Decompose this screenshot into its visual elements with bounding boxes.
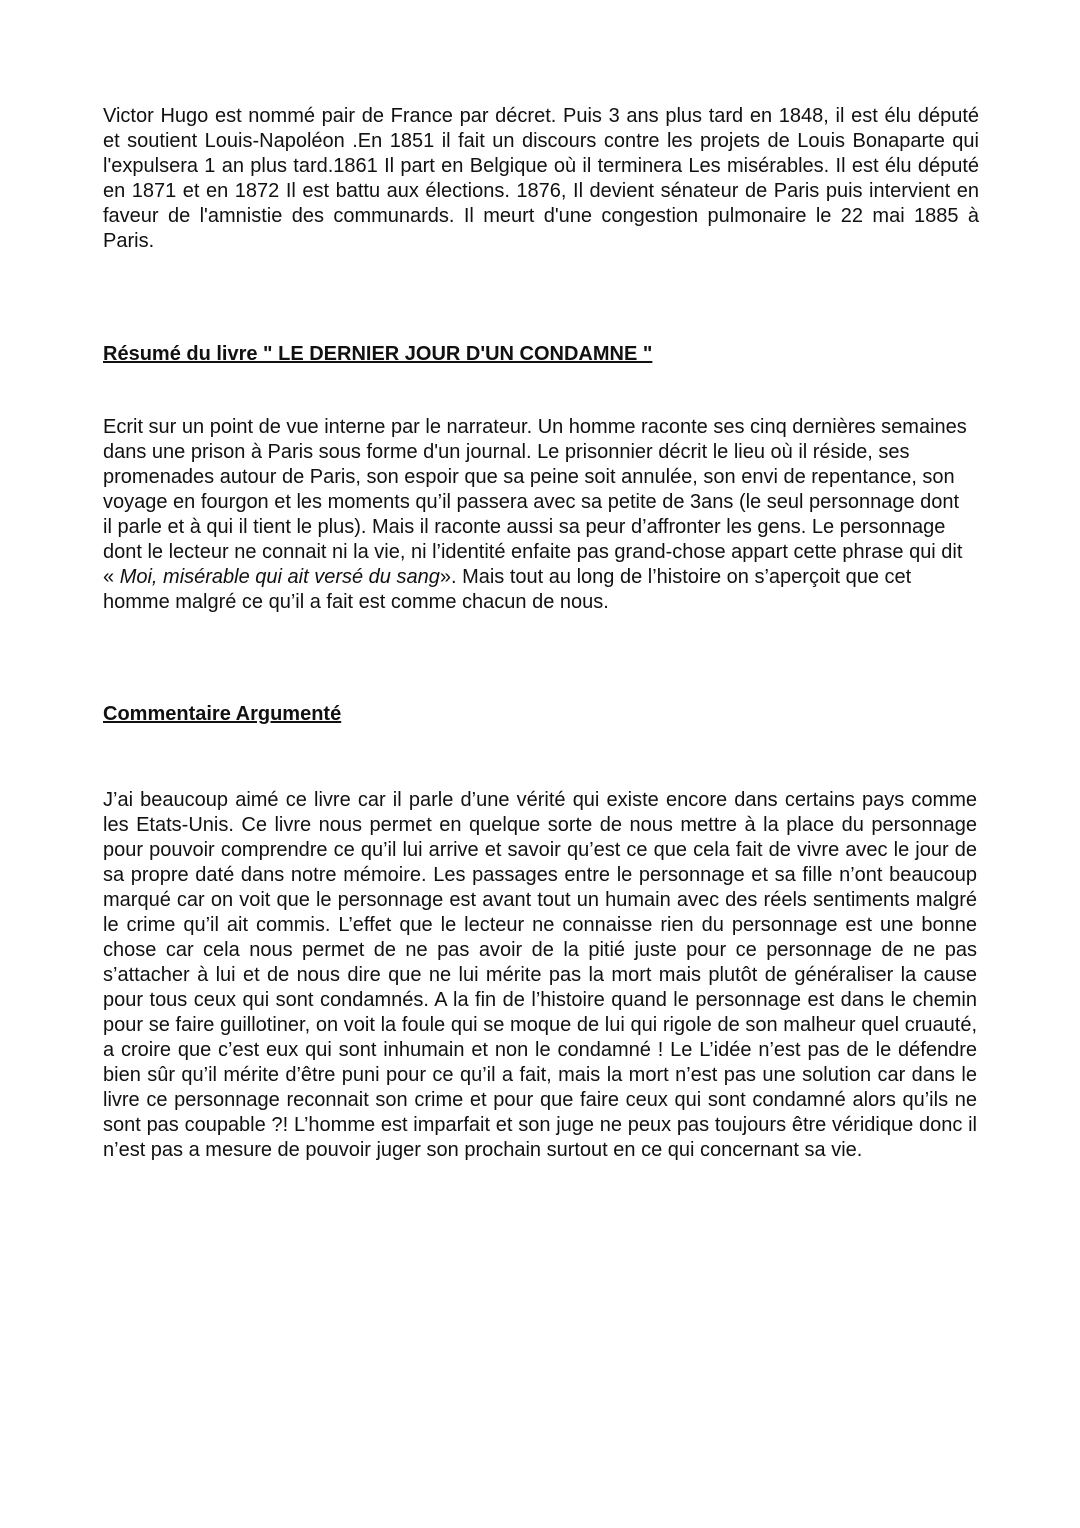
summary-quote: Moi, misérable qui ait versé du sang (119, 566, 440, 588)
commentary-paragraph: J’ai beaucoup aimé ce livre car il parle d’une vérité qui existe encore dans certains pays comme les Etats-Unis. Ce livre nous permet en quelque sorte de nous mettre à la place du personnage pour pouvoir comprendre ce qu’il lui arrive et savoir qu’est ce que cela fait de vivre avec le jour de sa propre daté dans notre mémoire. Les passages entre le personnage et sa fille n’ont beaucoup marqué car on voit que le personnage est avant tout un humain avec des réels sentiments malgré le crime qu’il ait commis. L’effet que le lecteur ne connaisse rien du personnage est une bonne chose car cela nous permet de ne pas avoir de la pitié juste pour ce personnage de ne pas s’attacher à lui et de nous dire que ne lui mérite pas la mort mais plutôt de généraliser la cause pour tous ceux qui sont condamnés. A la fin de l’histoire quand le personnage est dans le chemin pour se faire guillotiner, on voit la foule qui se moque de lui qui rigole de son malheur quel cruauté, a croire que c’est eux qui sont inhumain et non le condamné ! Le L’idée n’est pas de le défendre bien sûr qu’il mérite d’être puni pour ce qu’il a fait, mais la mort n’est pas une solution car dans le livre ce personnage reconnait son crime et pour que faire ceux qui sont condamné alors qu’ils ne sont pas coupable ?! L’homme est imparfait et son juge ne peux pas toujours être véridique donc il n’est pas a mesure de pouvoir juger son prochain surtout en ce qui concernant sa vie. (103, 789, 977, 1161)
summary-text-part1: Ecrit sur un point de vue interne par le narrateur. Un homme raconte ses cinq dernières semaines dans une prison à Paris sous forme d'un journal. Le prisonnier décrit le lieu où il réside, ses promenades autour de Paris, son espoir que sa peine soit annulée, son envi de repentance, son voyage en fourgon et les moments qu’il passera avec sa petite de 3ans (le seul personnage dont il parle et à qui il tient le plus). Mais il raconte aussi sa peur d’affronter les gens. Le personnage dont le lecteur ne connait ni la vie, ni l’identité enfaite pas grand-chose appart cette phrase qui dit « (103, 416, 967, 588)
summary-text-part2: ». Mais tout au long de l’histoire on s’aperçoit que cet homme malgré ce qu’il a fait est comme chacun de nous. (103, 566, 912, 613)
summary-paragraph (103, 415, 973, 615)
biography-paragraph: Victor Hugo est nommé pair de France par décret. Puis 3 ans plus tard en 1848, il est élu député et soutient Louis-Napoléon .En 1851 il fait un discours contre les projets de Louis Bonaparte qui l'expulsera 1 an plus tard.1861 Il part en Belgique où il terminera Les misérables. Il est élu député en 1871 et en 1872 Il est battu aux élections. 1876, Il devient sénateur de Paris puis intervient en faveur de l'amnistie des communards. Il meurt d'une congestion pulmonaire le 22 mai 1885 à Paris. (103, 105, 979, 252)
summary-heading: Résumé du livre " LE DERNIER JOUR D'UN CONDAMNE " (103, 343, 653, 365)
commentary-heading: Commentaire Argumenté (103, 703, 342, 725)
